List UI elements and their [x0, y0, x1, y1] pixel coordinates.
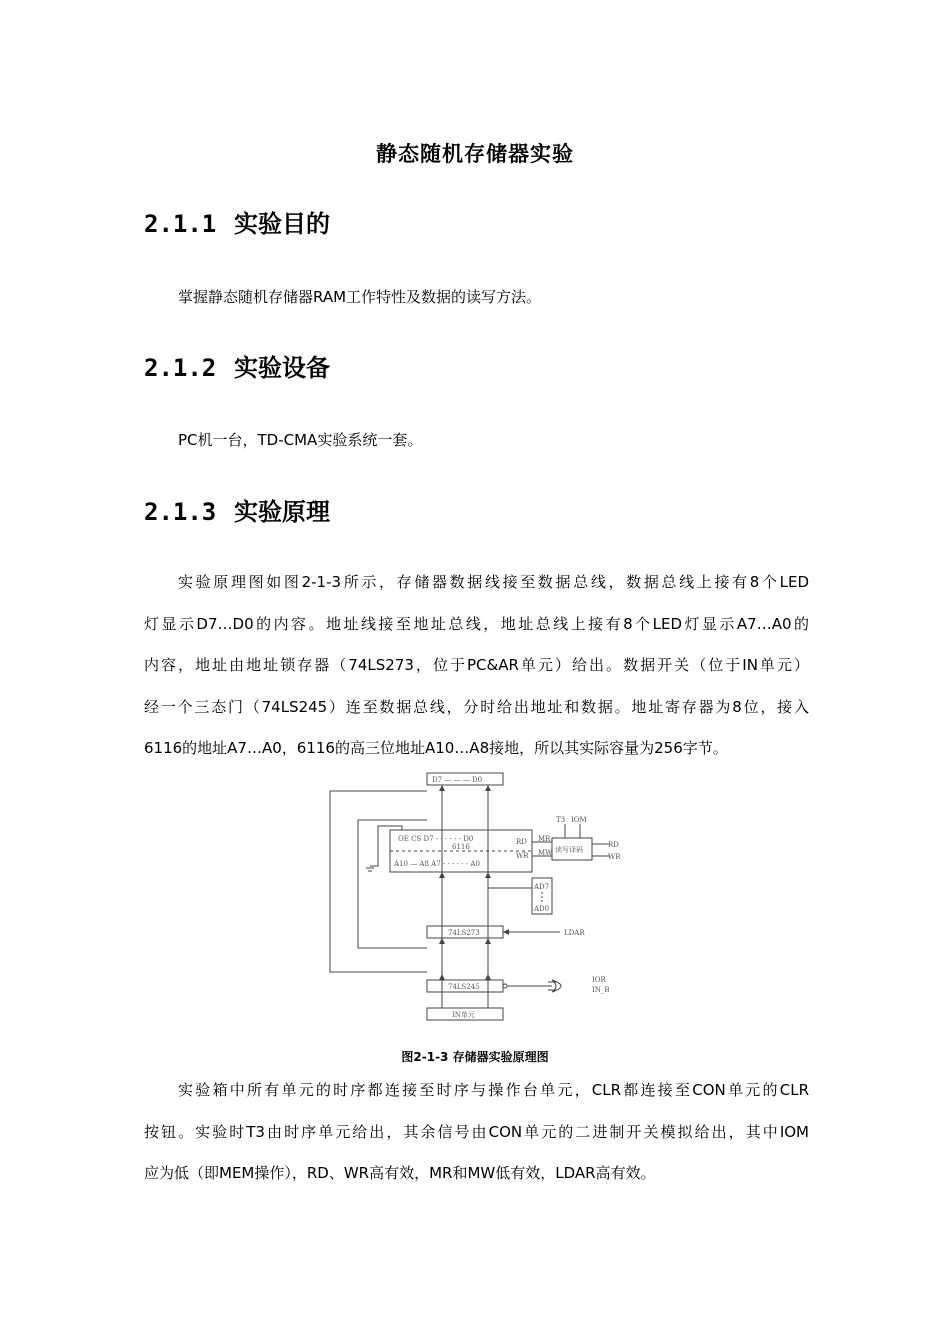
section-title: 实验目的 — [234, 210, 330, 238]
figure-caption: 图2-1-3 存储器实验原理图 — [401, 1050, 549, 1064]
rd-out-label: RD — [608, 841, 619, 849]
chip-pins-bottom: A10 — A8 A7 - - - - - - A0 — [394, 860, 480, 868]
section-title: 实验设备 — [234, 354, 330, 382]
ior-label: IOR — [592, 976, 606, 984]
bus-top-label: D7 — — — D0 — [432, 776, 483, 784]
reg273-label: 74LS273 — [448, 929, 480, 937]
chip-name-label: 6116 — [452, 843, 470, 851]
section-heading-principle — [144, 492, 330, 527]
paragraph-line: 内容，地址由地址锁存器（74LS273，位于PC&AR单元）给出。数据开关（位于IN单元） — [144, 656, 809, 674]
chip-rd-label: RD — [516, 838, 527, 846]
document-title: 静态随机存储器实验 — [376, 142, 574, 166]
mw-label: MW — [538, 849, 553, 857]
memory-schematic-diagram — [320, 768, 620, 1028]
paragraph-line: 灯显示D7…D0的内容。地址线接至地址总线，地址总线上接有8个LED灯显示A7…A0的 — [144, 614, 809, 633]
paragraph-line: 6116的地址A7…A0，6116的高三位地址A10…A8接地，所以其实际容量为256字节。 — [144, 739, 728, 757]
principle-paragraph — [144, 562, 809, 770]
paragraph-line: 经一个三态门（74LS245）连至数据总线，分时给出地址和数据。地址寄存器为8位，接入 — [144, 697, 809, 716]
equipment-paragraph: PC机一台，TD-CMA实验系统一套。 — [178, 431, 423, 449]
chip-pins-top: OE CS D7 - - - - - - D0 — [398, 835, 474, 843]
section-title: 实验原理 — [234, 498, 330, 526]
paragraph-line: 按钮。实验时T3由时序单元给出，其余信号由CON单元的二进制开关模拟给出，其中IOM — [144, 1122, 809, 1141]
section-heading-purpose — [144, 204, 330, 239]
ad7-label: AD7 — [534, 883, 550, 891]
chip-wr-label: WR — [516, 852, 529, 860]
section-heading-equipment — [144, 348, 330, 383]
buf245-label: 74LS245 — [448, 983, 480, 991]
paragraph-line: 应为低（即MEM操作），RD、WR高有效，MR和MW低有效，LDAR高有效。 — [144, 1164, 656, 1182]
section-number: 2.1.3 — [144, 498, 217, 526]
outer-loop-wire — [330, 791, 427, 972]
iom-label: IOM — [571, 816, 587, 824]
paragraph-line: 实验箱中所有单元的时序都连接至时序与操作台单元，CLR都连接至CON单元的CLR — [178, 1081, 809, 1099]
section-number: 2.1.1 — [144, 210, 217, 238]
decoder-label: 读写译码 — [555, 846, 583, 854]
wr-out-label: WR — [608, 853, 620, 861]
purpose-paragraph: 掌握静态随机存储器RAM工作特性及数据的读写方法。 — [178, 288, 542, 306]
mr-label: MR — [538, 835, 551, 843]
section-number: 2.1.2 — [144, 354, 217, 382]
paragraph-line: 实验原理图如图2-1-3所示，存储器数据线接至数据总线，数据总线上接有8个LED — [178, 573, 809, 591]
in-unit-label: IN单元 — [452, 1011, 475, 1019]
t3-label: T3 — [556, 816, 566, 824]
in-b-label: IN_B — [592, 986, 610, 994]
after-figure-paragraph — [144, 1070, 809, 1195]
ad0-label: AD0 — [534, 905, 550, 913]
ldar-label: LDAR — [564, 929, 585, 937]
